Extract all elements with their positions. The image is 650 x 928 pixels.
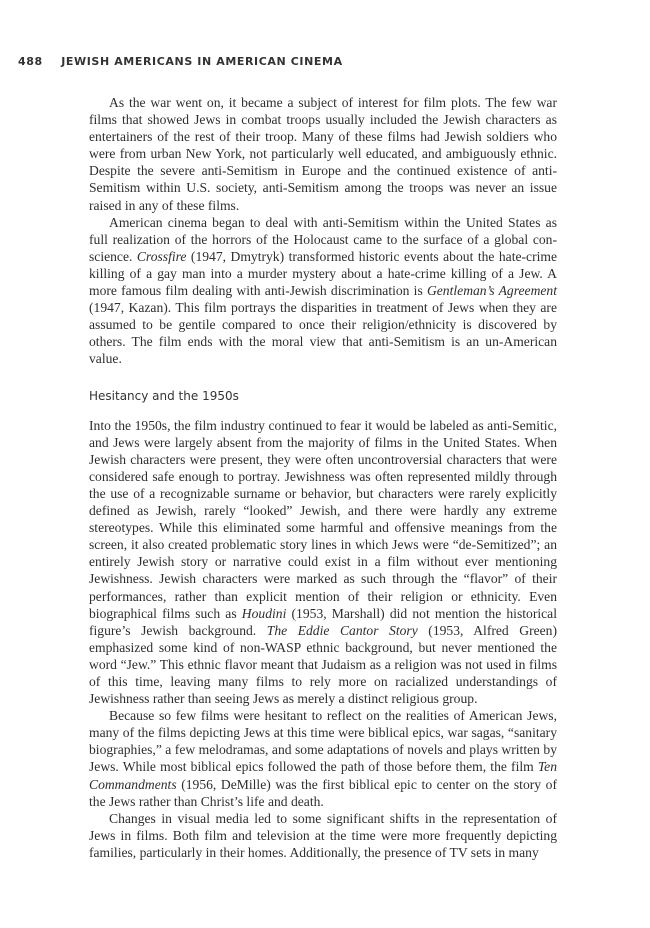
- film-title: Gentleman’s Agreement: [426, 283, 557, 299]
- text-run: Into the 1950s, the film industry continued to fear it would be labeled as anti-Semitic, and Jews were largely absent from the majority of films in the United States. When Jewish characters were present, they were often uncontroversial characters that were considered safe enough to portray. Jewishness was often represented mildly through the use of a recognizable surname or behavior, but characters were rarely explicitly defined as Jewish, rarely “looked” Jewish, and there were hardly any extreme stereotypes. While this eliminated some harmful and offensive meanings from the screen, it also created problematic story lines in which Jews were “de-Semitized”; an entirely Jewish story or narrative could exist in a film without ever mentioning Jewishness. Jewish characters were marked as such through the “flavor” of their performances, rather than explicit mention of their religion or ethnicity. Even biographical films such as: [89, 417, 557, 621]
- paragraph-war-films: [89, 94, 557, 214]
- text-run: (1953, Marshall) did not mention the historical figure’s Jewish background.: [89, 605, 557, 638]
- text-run: Changes in visual media led to some significant shifts in the representation of Jews in films. Both film and television at the time were more frequently depicting families, particularly in their homes. Additionally, the presence of TV sets in many: [89, 810, 557, 860]
- paragraph-biblical-epics: [89, 707, 557, 810]
- text-run: (1947, Dmytryk) transformed historic events about the hate-crime killing of a gay man into a murder mystery about a hate-crime killing of a Jew. A more famous film dealing with anti-Jewish discrimination is: [89, 248, 557, 299]
- film-title: The Eddie Cantor Story: [266, 622, 418, 638]
- film-title: Crossfire: [136, 248, 187, 264]
- page-number: 488: [18, 55, 43, 68]
- film-title: Ten Commandments: [89, 759, 557, 792]
- running-title: JEWISH AMERICANS IN AMERICAN CINEMA: [61, 55, 343, 68]
- text-run: (1947, Kazan). This film portrays the disparities in treatment of Jews when they are assumed to be gentile compared to once their religion/ethnicity is discovered by others. The film ends with the moral view that anti-Semitism is an un-American value.: [89, 300, 557, 367]
- running-head: [18, 55, 343, 68]
- text-run: Because so few films were hesitant to reflect on the realities of American Jews, many of the films depicting Jews at this time were biblical epics, war sagas, “sanitary biographies,” a few melodramas, and some adaptations of novels and plays written by Jews. While most biblical epics followed the path of those before them, the film: [89, 708, 557, 775]
- paragraph-anti-semitism: [89, 214, 557, 368]
- text-run: As the war went on, it became a subject of interest for film plots. The few war films that showed Jews in combat troops usually included the Jewish characters as entertainers of the rest of their troop. Many of these films had Jewish soldiers who were from urban New York, not particularly well educated, and ambiguously ethnic. Despite the severe anti-Semitism in Europe and the continued existence of anti-Semitism within U.S. society, anti-Semitism among the troops was never an issue raised in any of these films.: [89, 95, 557, 213]
- paragraph-visual-media: [89, 810, 557, 861]
- page-body: [89, 94, 557, 861]
- text-run: American cinema began to deal with anti-Semitism within the United States as full realization of the horrors of the Holocaust came to the surface of a global conscience.: [89, 214, 557, 264]
- film-title: Houdini: [241, 605, 287, 621]
- text-run: (1956, DeMille) was the first biblical epic to center on the story of the Jews rather than Christ’s life and death.: [89, 776, 557, 809]
- section-heading: Hesitancy and the 1950s: [89, 388, 239, 403]
- paragraph-1950s: [89, 417, 557, 708]
- text-run: (1953, Alfred Green) emphasized some kind of non-WASP ethnic background, but never mentioned the word “Jew.” This ethnic flavor meant that Judaism as a religion was not used in films of this time, leaving many films to rely more on racialized understandings of Jewishness rather than seeing Jews as merely a distinct religious group.: [89, 622, 557, 707]
